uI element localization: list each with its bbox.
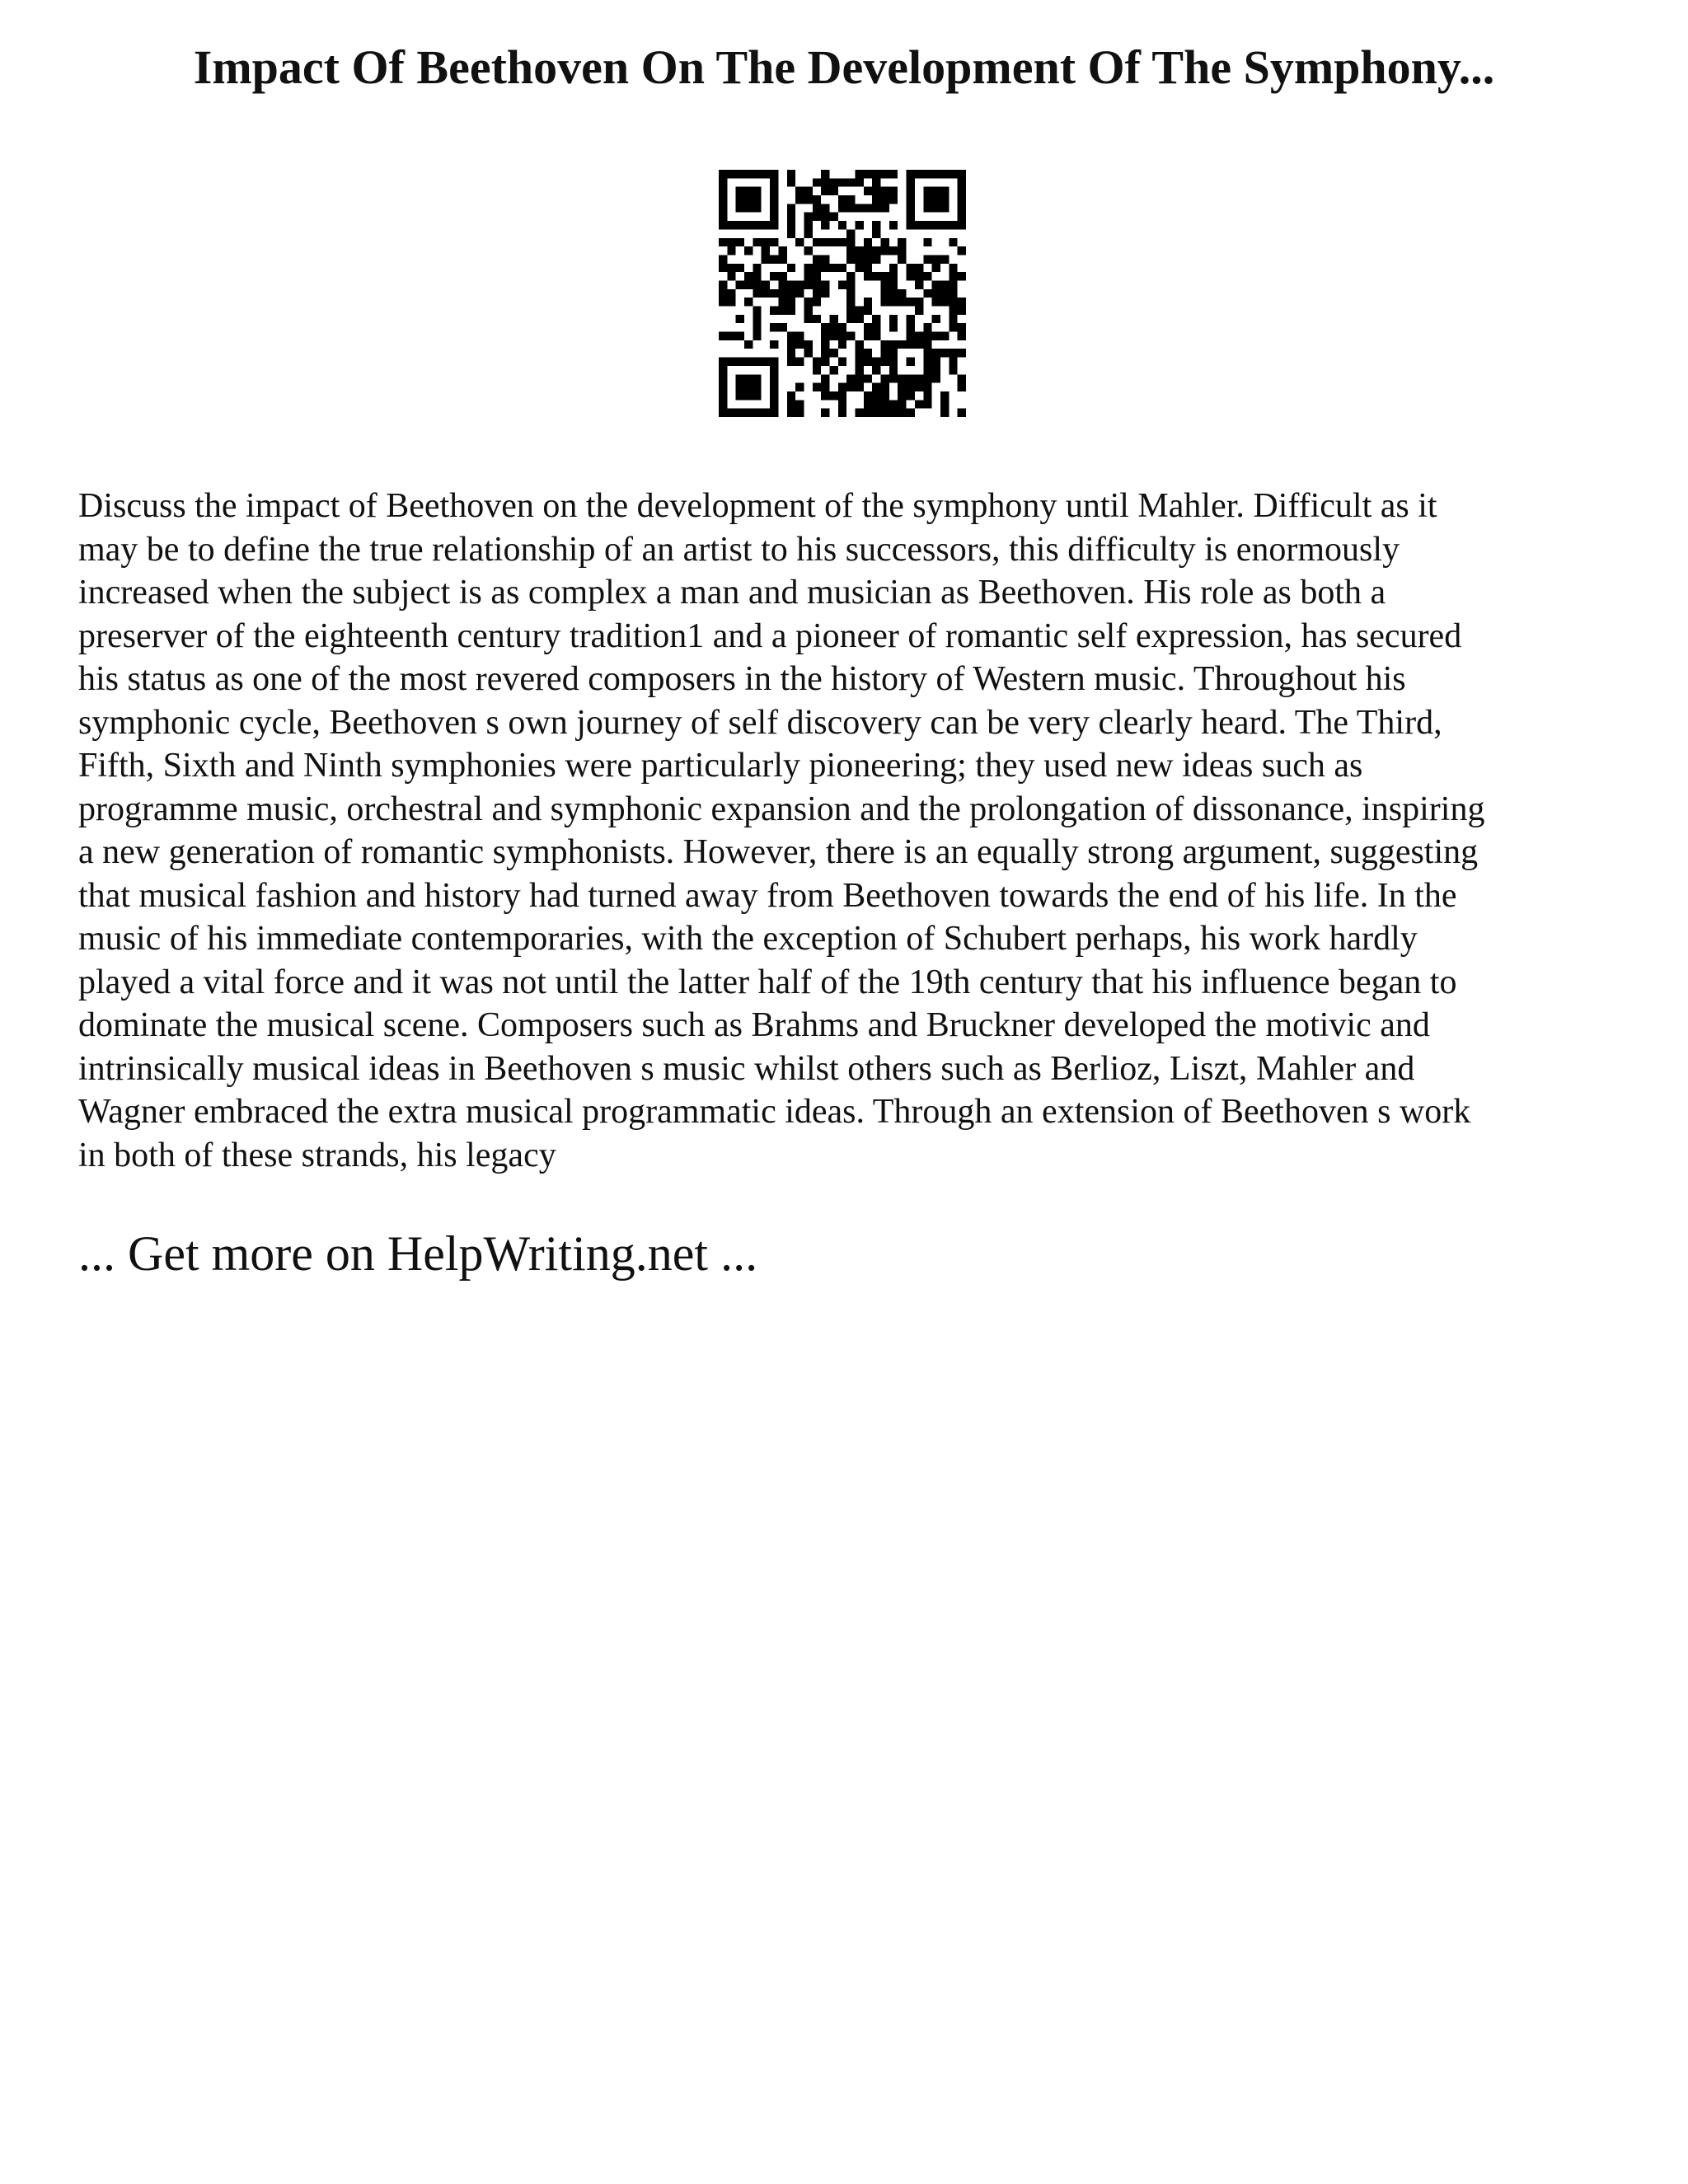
- body-line: programme music, orchestral and symphonic expansion and the prolongation of dissonance, inspiring: [78, 790, 1485, 828]
- body-line: Discuss the impact of Beethoven on the development of the symphony until Mahler. Difficult as it: [78, 487, 1437, 525]
- body-line: may be to define the true relationship of an artist to his successors, this difficulty is enormously: [78, 530, 1400, 569]
- body-line: Wagner embraced the extra musical programmatic ideas. Through an extension of Beethoven s work: [78, 1093, 1471, 1131]
- body-line: preserver of the eighteenth century tradition1 and a pioneer of romantic self expression, has secured: [78, 616, 1462, 655]
- qr-code-icon: [719, 170, 966, 417]
- body-line: a new generation of romantic symphonists. However, there is an equally strong argument, suggesting: [78, 833, 1479, 871]
- body-line: music of his immediate contemporaries, with the exception of Schubert perhaps, his work hardly: [78, 920, 1418, 958]
- get-more-link[interactable]: ... Get more on HelpWriting.net ...: [78, 1226, 758, 1281]
- body-line: intrinsically musical ideas in Beethoven s music whilst others such as Berlioz, Liszt, Mahler and: [78, 1049, 1415, 1088]
- body-line: played a vital force and it was not until the latter half of the 19th century that his influence began to: [78, 963, 1457, 1001]
- body-paragraph: [78, 485, 1628, 1177]
- body-line: in both of these strands, his legacy: [78, 1136, 556, 1174]
- body-line: dominate the musical scene. Composers such as Brahms and Bruckner developed the motivic and: [78, 1006, 1430, 1044]
- body-line: Fifth, Sixth and Ninth symphonies were particularly pioneering; they used new ideas such as: [78, 747, 1363, 785]
- document-title: Impact Of Beethoven On The Development Of The Symphony...: [193, 40, 1495, 94]
- body-line: that musical fashion and history had turned away from Beethoven towards the end of his life. In the: [78, 876, 1457, 915]
- body-line: his status as one of the most revered composers in the history of Western music. Throughout his: [78, 660, 1406, 698]
- body-line: increased when the subject is as complex a man and musician as Beethoven. His role as both a: [78, 574, 1386, 612]
- body-line: symphonic cycle, Beethoven s own journey of self discovery can be very clearly heard. The Third,: [78, 703, 1442, 742]
